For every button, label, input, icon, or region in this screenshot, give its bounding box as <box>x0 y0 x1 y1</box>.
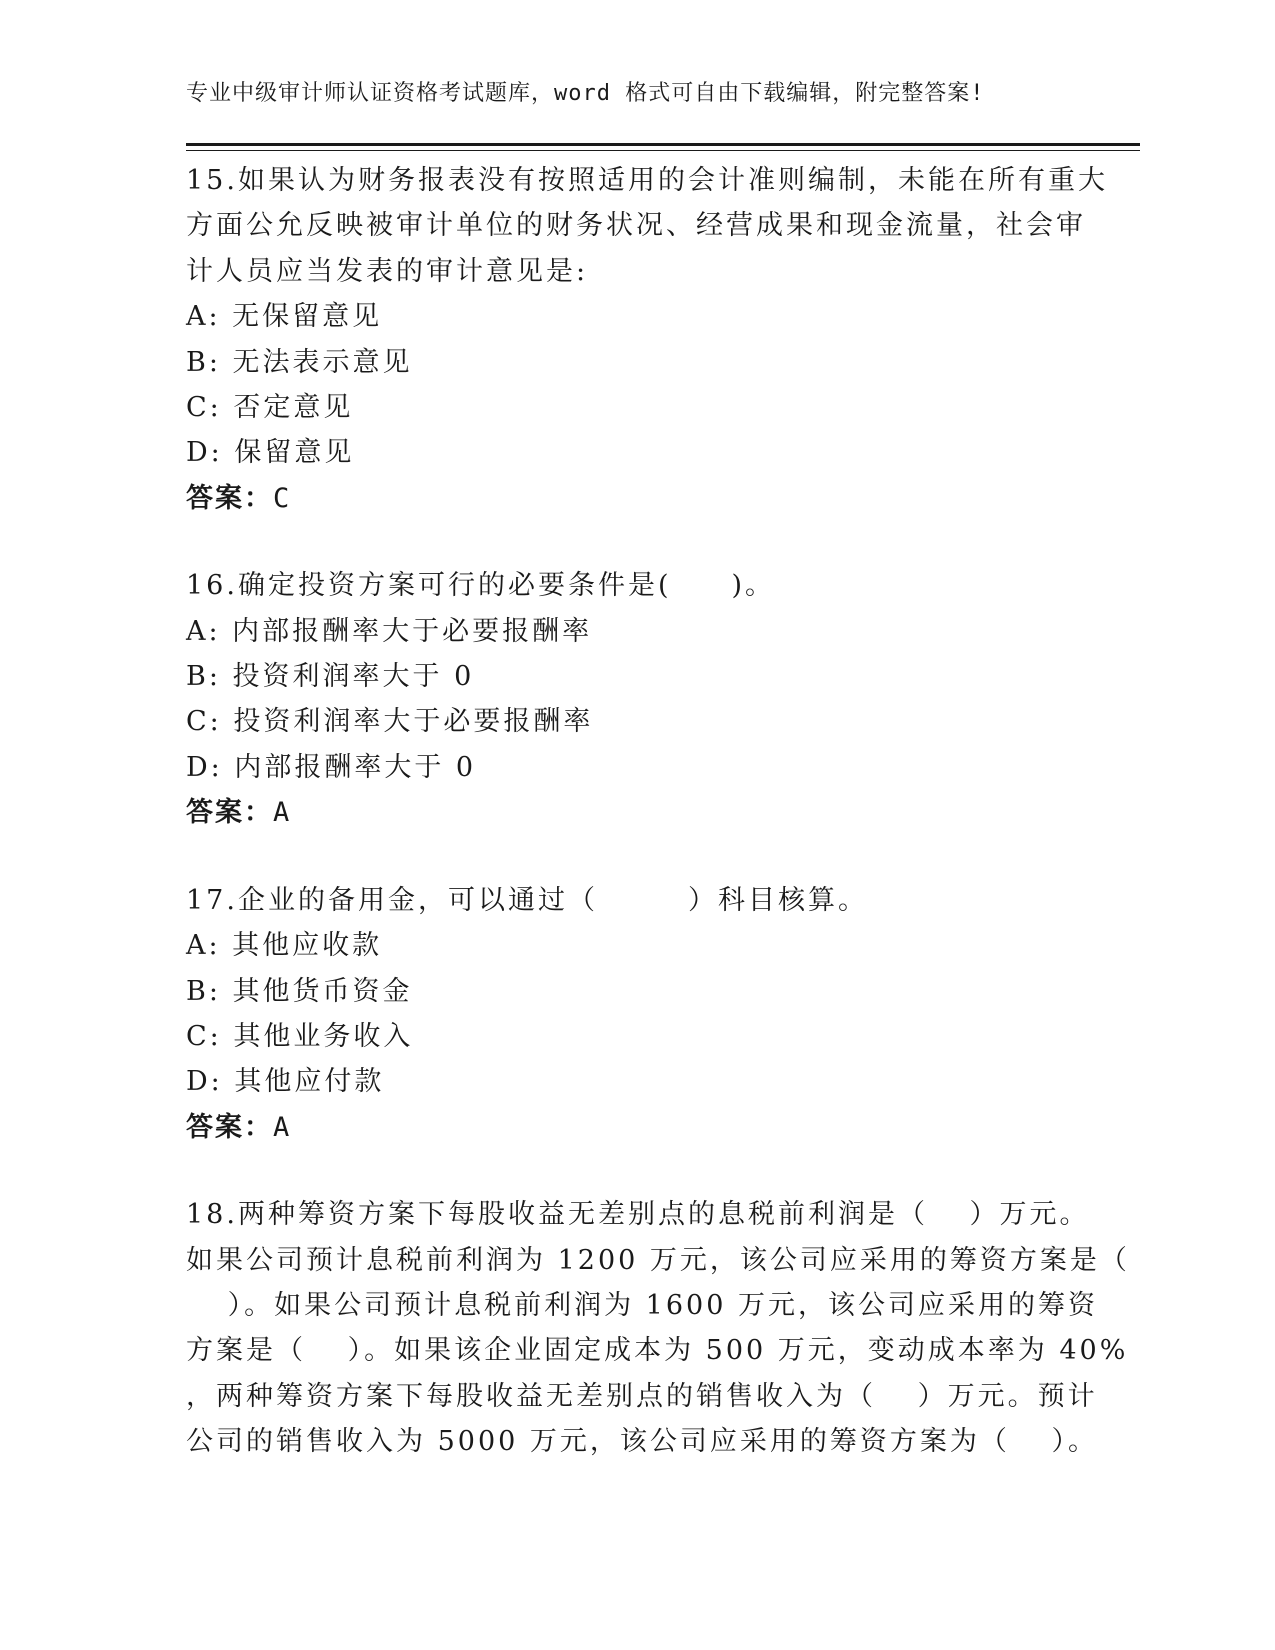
stem-line: 方面公允反映被审计单位的财务状况、经营成果和现金流量，社会审 <box>186 210 1086 242</box>
question-17 <box>186 878 1086 1150</box>
stem-line: 计人员应当发表的审计意见是: <box>186 255 589 287</box>
option-c: C: 其他业务收入 <box>186 1020 414 1052</box>
question-16 <box>186 563 1086 835</box>
option-b: B: 其他货币资金 <box>186 975 413 1007</box>
answer-value: C <box>273 482 292 514</box>
stem-line: 如果公司预计息税前利润为 1200 万元，该公司应采用的筹资方案是（ <box>186 1244 1130 1276</box>
option-a: A: 其他应收款 <box>186 930 383 962</box>
question-stem <box>186 158 1108 294</box>
stem-line: 方案是（ ）。如果该企业固定成本为 500 万元，变动成本率为 40% <box>186 1335 1129 1367</box>
answer <box>186 476 1086 521</box>
stem-line: 17.企业的备用金，可以通过（ ）科目核算。 <box>186 884 868 916</box>
option-a: A: 无保留意见 <box>186 301 383 333</box>
option-a: A: 内部报酬率大于必要报酬率 <box>186 615 593 647</box>
header-divider-thin <box>186 150 1140 151</box>
answer-value: A <box>273 1111 292 1143</box>
option-b: B: 投资利润率大于 0 <box>186 661 475 693</box>
stem-line: 16.确定投资方案可行的必要条件是( )。 <box>186 570 776 602</box>
answer-label: 答案： <box>186 1111 273 1143</box>
question-15 <box>186 158 1108 521</box>
question-18 <box>186 1192 1130 1464</box>
answer-value: A <box>273 797 292 829</box>
option-d: D: 其他应付款 <box>186 1066 385 1098</box>
option-b: B: 无法表示意见 <box>186 346 413 378</box>
option-d: D: 内部报酬率大于 0 <box>186 751 477 783</box>
answer <box>186 1105 1086 1150</box>
answer-label: 答案： <box>186 797 273 829</box>
answer-label: 答案： <box>186 482 273 514</box>
question-list <box>186 158 1130 1507</box>
option-d: D: 保留意见 <box>186 437 355 469</box>
option-c: C: 投资利润率大于必要报酬率 <box>186 706 594 738</box>
page-header: 专业中级审计师认证资格考试题库，word 格式可自由下载编辑，附完整答案! <box>186 81 985 106</box>
header-divider-thick <box>186 143 1140 146</box>
stem-line: 18.两种筹资方案下每股收益无差别点的息税前利润是（ ）万元。 <box>186 1199 1090 1231</box>
answer <box>186 790 1086 835</box>
stem-line: ）。如果公司预计息税前利润为 1600 万元，该公司应采用的筹资 <box>186 1289 1098 1321</box>
stem-line: ，两种筹资方案下每股收益无差别点的销售收入为（ ）万元。预计 <box>186 1380 1098 1412</box>
stem-line: 公司的销售收入为 5000 万元，该公司应采用的筹资方案为（ ）。 <box>186 1426 1098 1458</box>
stem-line: 15.如果认为财务报表没有按照适用的会计准则编制，未能在所有重大 <box>186 165 1108 196</box>
option-c: C: 否定意见 <box>186 392 354 424</box>
